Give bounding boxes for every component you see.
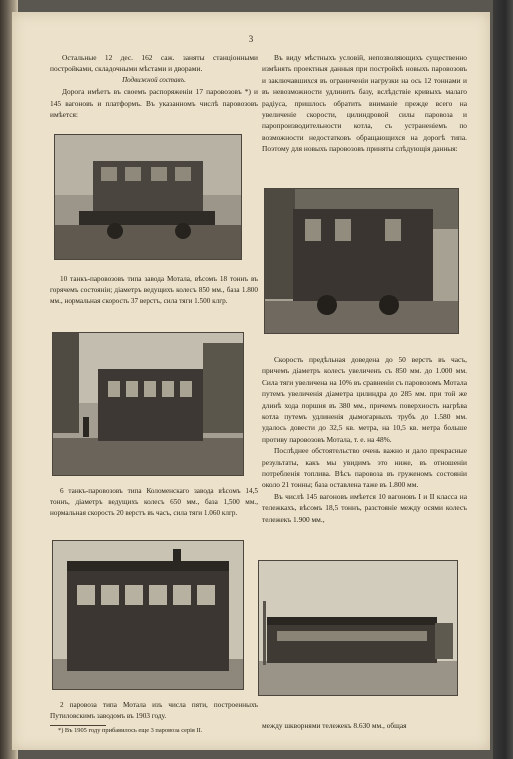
section-subheading: Подвижной составъ.: [122, 75, 186, 84]
left-intro-text: [50, 52, 258, 120]
right-paragraph-2: Скорость предѣльная доведена до 50 верстъ въ часъ, причемъ діаметръ колесъ увеличенъ съ 850 мм. до 1.000 мм. Сила тяги увеличена на 10% въ сравненіи съ паровозомъ Мотала путемъ увеличенія діаметра цилиндра до 285 мм. при той же длинѣ хода поршня въ 380 мм., причемъ поверхность нагрѣва котла путемъ удлиненія дымогарныхъ трубъ до 1.580 мм. удалось довести до 32,5 кв. метра, на 10,5 кв. метра больше противу паровозовъ Мотала, т. е. на 48%.: [262, 355, 467, 444]
locomotive-motala-photo: [54, 134, 242, 260]
locomotive-motala-caption: [50, 274, 258, 307]
page-number: 3: [248, 34, 254, 44]
caption-text: 6 танкъ-паровозовъ типа Коломенскаго завода вѣсомъ 14,5 тоннъ, діаметръ ведущихъ колесъ 650 мм., база 1,500 мм., нормальная скорость 20 верстъ въ часъ, сила тяги 1.060 клгр.: [50, 487, 258, 517]
right-paragraph-4: Въ числѣ 145 вагоновъ имѣется 10 вагоновъ I и II класса на тележкахъ, вѣсомъ 18,5 тоннъ, разстояніе между осями колесъ тележекъ 1.900 мм.,: [262, 491, 467, 524]
new-locomotive-photo: [264, 188, 459, 334]
right-middle-text: [262, 354, 467, 525]
right-paragraph-5: между шкворнями тележекъ 8.630 мм., общая: [262, 721, 407, 730]
book-cover-edge: [493, 0, 513, 759]
right-top-text: [262, 52, 467, 155]
right-paragraph-1: Въ виду мѣстныхъ условій, непозволяющихъ существенно измѣнять проектныя данныя при постройкѣ новыхъ паровозовъ и заключавшихся въ ограниченіи нагрузки на ось 12 тоннами и въ невозможности удлинить базу, вслѣдствіе кривыхъ малаго радіуса, пришлось обратить вниманіе прежде всего на увеличеніе скорости, цилиндровой силы паровоза и паропроизводительности котла, съ устраненіемъ по возможности недостатковъ обращающихся на дорогѣ типа. Поэтому для новыхъ паровозовъ приняты слѣдующія данныя:: [262, 53, 467, 154]
caption-text: 10 танкъ-паровозовъ типа завода Мотала, вѣсомъ 18 тоннъ въ горячемъ состояніи; діаметръ ведущихъ колесъ 850 мм., база 1.800 мм., нормальная скорость 37 верстъ, сила тяги 1.500 клгр.: [50, 275, 258, 305]
right-paragraph-3: Послѣднее обстоятельство очень важно и дало прекрасные результаты, какъ мы увидимъ это ниже, въ отношеніи потребленія топлива. Вѣсъ паровоза въ груженомъ состояніи около 21 тонны; база оставлена таже въ 1.800 мм.: [262, 446, 467, 490]
locomotive-putilov-caption: [50, 700, 258, 722]
locomotive-putilov-photo: [52, 540, 244, 690]
intro-paragraph-2: Дорога имѣетъ въ своемъ распоряженіи 17 паровозовъ *) и 145 вагоновъ и платформъ. Въ указанномъ числѣ паровозовъ имѣется:: [50, 87, 258, 120]
right-bottom-line: [262, 720, 467, 731]
locomotive-kolomna-photo: [52, 332, 244, 476]
passenger-carriage-photo: [258, 560, 458, 696]
caption-text: 2 паровоза типа Мотала изъ числа пяти, построенныхъ Путиловскимъ заводомъ въ 1903 году.: [50, 701, 258, 720]
footnote: *) Въ 1905 году прибавилось еще 3 паровоза серія II.: [58, 727, 203, 734]
intro-paragraph-1: Остальные 12 дес. 162 саж. заняты станціонными постройками, складочными мѣстами и дворами.: [50, 53, 258, 74]
locomotive-kolomna-caption: [50, 486, 258, 519]
document-page: [12, 12, 490, 750]
